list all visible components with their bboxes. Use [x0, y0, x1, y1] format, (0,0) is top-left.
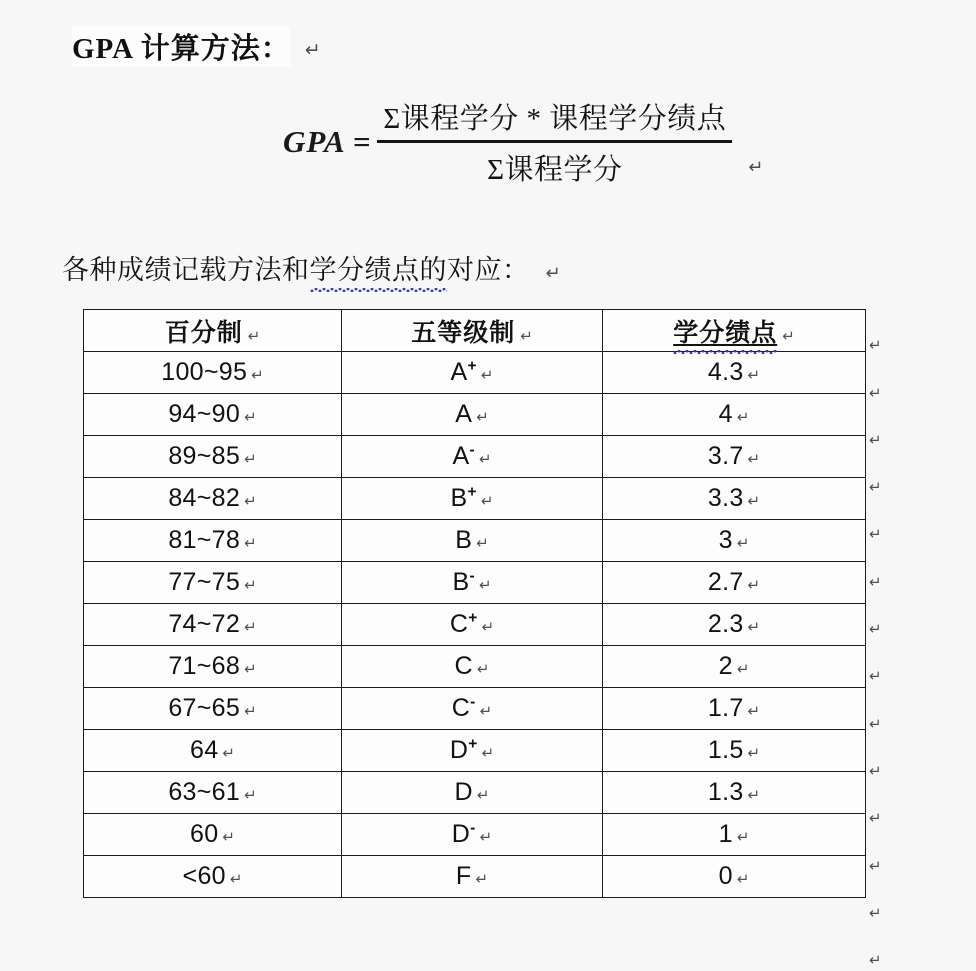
- grade-points-cell: [603, 436, 866, 478]
- cell-content: [451, 484, 494, 513]
- percent-range-cell: [84, 646, 342, 688]
- row-return-marks: [869, 309, 899, 971]
- letter-grade-value: A: [455, 400, 473, 428]
- letter-grade-modifier: -: [470, 693, 476, 711]
- grade-points-cell: [603, 520, 866, 562]
- return-mark-icon: ↵: [251, 366, 264, 384]
- return-mark-icon: ↵: [869, 620, 882, 639]
- percent-range-cell: [84, 814, 342, 856]
- percent-range-cell: [84, 772, 342, 814]
- cell-content: [168, 652, 256, 681]
- cell-content: [708, 610, 760, 639]
- letter-grade-modifier: +: [468, 609, 478, 627]
- cell-content: [183, 862, 243, 891]
- letter-grade-value: C+: [449, 609, 478, 638]
- return-mark-icon: ↵: [747, 492, 761, 510]
- gpa-formula: [283, 96, 763, 188]
- letter-grade-value: F: [455, 862, 472, 890]
- cell-content: [168, 400, 256, 429]
- return-mark-icon: ↵: [481, 744, 495, 762]
- cell-content: [708, 358, 760, 387]
- cell-content: [450, 736, 494, 765]
- cell-content: [450, 610, 494, 639]
- cell-content: [190, 820, 235, 849]
- cell-content: [708, 694, 760, 723]
- cell-content: [719, 820, 750, 849]
- percent-range-value: 71~68: [168, 652, 241, 680]
- cell-content: [452, 820, 492, 849]
- percent-range-cell: [84, 436, 342, 478]
- grade-points-value: 3.7: [707, 442, 744, 470]
- letter-grade-value: D: [454, 778, 473, 806]
- percent-range-cell: [84, 394, 342, 436]
- cell-content: [708, 442, 760, 471]
- return-mark-icon: ↵: [747, 618, 761, 636]
- table-row: [84, 478, 866, 520]
- return-mark-icon: ↵: [869, 903, 882, 922]
- percent-range-cell: [84, 562, 342, 604]
- cell-content: [168, 484, 256, 513]
- cell-content: [190, 736, 235, 765]
- grade-points-value: 1.3: [707, 778, 744, 806]
- cell-content: [455, 526, 489, 555]
- return-mark-icon: ↵: [222, 744, 235, 762]
- return-mark-icon: ↵: [869, 809, 882, 828]
- formula-fraction: [377, 96, 732, 188]
- grade-points-cell: [603, 688, 866, 730]
- cell-content: [168, 568, 256, 597]
- percent-range-value: 84~82: [168, 484, 241, 512]
- table-header-label: 学分绩点: [673, 313, 777, 349]
- letter-grade-value: A-: [452, 441, 475, 470]
- table-row: [84, 646, 866, 688]
- percent-range-value: 74~72: [168, 610, 241, 638]
- return-mark-icon: ↵: [475, 870, 489, 888]
- grade-points-value: 1: [718, 820, 733, 848]
- return-mark-icon: ↵: [869, 430, 882, 449]
- return-mark-icon: ↵: [244, 618, 257, 636]
- return-mark-icon: ↵: [244, 660, 257, 678]
- percent-range-cell: [84, 688, 342, 730]
- grade-points-value: 2.7: [707, 568, 744, 596]
- letter-grade-cell: [342, 856, 603, 898]
- cell-content: [719, 526, 750, 555]
- letter-grade-cell: [342, 772, 603, 814]
- return-mark-icon: ↵: [869, 336, 882, 355]
- table-header-cell-2: [342, 310, 603, 352]
- cell-content: [165, 313, 261, 349]
- return-mark-icon: ↵: [244, 534, 257, 552]
- letter-grade-modifier: -: [470, 819, 476, 837]
- percent-range-value: 67~65: [168, 694, 241, 722]
- return-mark-icon: ↵: [545, 263, 561, 284]
- return-mark-icon: ↵: [747, 366, 761, 384]
- grade-conversion-table-container: [83, 309, 865, 898]
- table-row: [84, 562, 866, 604]
- letter-grade-cell: [342, 814, 603, 856]
- return-mark-icon: ↵: [736, 408, 750, 426]
- letter-grade-cell: [342, 562, 603, 604]
- grade-points-value: 0: [718, 862, 733, 890]
- letter-grade-cell: [342, 604, 603, 646]
- formula-numerator: Σ课程学分 * 课程学分绩点: [383, 103, 727, 135]
- grade-points-cell: [603, 730, 866, 772]
- cell-content: [719, 652, 750, 681]
- return-mark-icon: ↵: [736, 534, 750, 552]
- cell-content: [708, 568, 760, 597]
- grade-conversion-table: [83, 309, 866, 898]
- return-mark-icon: ↵: [869, 478, 882, 497]
- grade-points-value: 4.3: [707, 358, 744, 386]
- return-mark-icon: ↵: [480, 366, 494, 384]
- table-header-cell-3: [603, 310, 866, 352]
- letter-grade-value: B-: [452, 567, 475, 596]
- cell-content: [673, 313, 795, 349]
- return-mark-icon: ↵: [736, 828, 750, 846]
- table-row: [84, 352, 866, 394]
- percent-range-value: 63~61: [168, 778, 241, 806]
- return-mark-icon: ↵: [478, 450, 492, 468]
- return-mark-icon: ↵: [244, 492, 257, 510]
- grade-points-value: 4: [718, 400, 733, 428]
- cell-content: [168, 526, 256, 555]
- return-mark-icon: ↵: [479, 702, 493, 720]
- percent-range-cell: [84, 520, 342, 562]
- cell-content: [708, 484, 760, 513]
- letter-grade-value: D+: [449, 735, 478, 764]
- subtitle-suffix-text: 对应：: [447, 255, 530, 285]
- table-row: [84, 772, 866, 814]
- return-mark-icon: ↵: [869, 856, 882, 875]
- return-mark-icon: ↵: [747, 450, 761, 468]
- grade-points-cell: [603, 814, 866, 856]
- percent-range-cell: [84, 604, 342, 646]
- return-mark-icon: ↵: [222, 828, 235, 846]
- return-mark-icon: ↵: [736, 660, 750, 678]
- return-mark-icon: ↵: [247, 326, 261, 345]
- percent-range-value: 94~90: [168, 400, 241, 428]
- table-header-cell-1: [84, 310, 342, 352]
- letter-grade-modifier: +: [468, 735, 478, 753]
- cell-content: [455, 778, 490, 807]
- percent-range-cell: [84, 730, 342, 772]
- return-mark-icon: ↵: [869, 714, 882, 733]
- table-row: [84, 730, 866, 772]
- return-mark-icon: ↵: [520, 326, 533, 345]
- letter-grade-value: B: [455, 526, 473, 554]
- grade-points-cell: [603, 562, 866, 604]
- cell-content: [168, 778, 256, 807]
- letter-grade-modifier: +: [467, 483, 477, 501]
- return-mark-icon: ↵: [747, 744, 761, 762]
- letter-grade-modifier: -: [469, 441, 475, 459]
- return-mark-icon: ↵: [747, 702, 761, 720]
- page-title-text: GPA 计算方法：: [72, 26, 291, 67]
- cell-content: [719, 400, 750, 429]
- cell-content: [456, 862, 488, 891]
- subtitle-spellcheck-text: 学分绩点的: [310, 248, 448, 287]
- return-mark-icon: ↵: [244, 450, 257, 468]
- table-row: [84, 856, 866, 898]
- grade-points-cell: [603, 856, 866, 898]
- grade-points-value: 1.7: [707, 694, 744, 722]
- return-mark-icon: ↵: [476, 408, 489, 426]
- return-mark-icon: ↵: [244, 408, 257, 426]
- return-mark-icon: ↵: [869, 525, 882, 544]
- cell-content: [411, 313, 533, 349]
- cell-content: [452, 568, 491, 597]
- cell-content: [708, 778, 760, 807]
- return-mark-icon: ↵: [481, 618, 495, 636]
- cell-content: [719, 862, 750, 891]
- cell-content: [455, 400, 489, 429]
- letter-grade-cell: [342, 478, 603, 520]
- return-mark-icon: ↵: [244, 576, 257, 594]
- return-mark-icon: ↵: [244, 702, 257, 720]
- section-subtitle: [62, 248, 561, 287]
- grade-points-cell: [603, 478, 866, 520]
- grade-points-cell: [603, 604, 866, 646]
- grade-points-value: 2: [718, 652, 733, 680]
- return-mark-icon: ↵: [244, 786, 257, 804]
- return-mark-icon: ↵: [869, 951, 882, 970]
- return-mark-icon: ↵: [304, 39, 321, 61]
- table-header-label: 百分制: [164, 319, 243, 347]
- grade-points-cell: [603, 772, 866, 814]
- table-row: [84, 814, 866, 856]
- grade-points-value: 3.3: [707, 484, 744, 512]
- letter-grade-cell: [342, 688, 603, 730]
- percent-range-cell: [84, 478, 342, 520]
- table-row: [84, 436, 866, 478]
- letter-grade-cell: [342, 520, 603, 562]
- return-mark-icon: ↵: [736, 870, 750, 888]
- percent-range-value: 64: [190, 736, 219, 764]
- return-mark-icon: ↵: [869, 572, 882, 591]
- letter-grade-value: C-: [451, 693, 476, 722]
- page-title: [72, 26, 321, 67]
- return-mark-icon: ↵: [476, 786, 490, 804]
- return-mark-icon: ↵: [869, 383, 882, 402]
- table-row: [84, 520, 866, 562]
- table-row: [84, 688, 866, 730]
- return-mark-icon: ↵: [782, 326, 795, 345]
- letter-grade-modifier: +: [467, 357, 477, 375]
- return-mark-icon: ↵: [476, 534, 489, 552]
- letter-grade-cell: [342, 352, 603, 394]
- return-mark-icon: ↵: [480, 492, 494, 510]
- percent-range-value: 77~75: [168, 568, 241, 596]
- table-header-row: [84, 310, 866, 352]
- table-row: [84, 604, 866, 646]
- return-mark-icon: ↵: [229, 870, 243, 888]
- cell-content: [455, 652, 490, 681]
- letter-grade-cell: [342, 394, 603, 436]
- grade-points-value: 1.5: [707, 736, 744, 764]
- grade-points-cell: [603, 646, 866, 688]
- letter-grade-value: A+: [450, 357, 477, 386]
- cell-content: [168, 610, 256, 639]
- cell-content: [452, 694, 492, 723]
- table-header-label: 五等级制: [411, 319, 516, 347]
- return-mark-icon: ↵: [478, 576, 492, 594]
- formula-left-side: GPA =: [283, 124, 372, 159]
- letter-grade-value: C: [454, 652, 473, 680]
- return-mark-icon: ↵: [476, 660, 490, 678]
- grade-points-value: 3: [718, 526, 733, 554]
- subtitle-prefix-text: 各种成绩记载方法和: [62, 255, 310, 285]
- return-mark-icon: ↵: [748, 157, 764, 178]
- grade-points-cell: [603, 394, 866, 436]
- letter-grade-cell: [342, 646, 603, 688]
- cell-content: [168, 694, 256, 723]
- formula-denominator: Σ课程学分: [487, 154, 623, 186]
- cell-content: [451, 358, 494, 387]
- percent-range-value: 60: [190, 820, 219, 848]
- return-mark-icon: ↵: [479, 828, 493, 846]
- letter-grade-modifier: -: [469, 567, 475, 585]
- grade-points-value: 2.3: [707, 610, 744, 638]
- return-mark-icon: ↵: [747, 786, 761, 804]
- letter-grade-cell: [342, 436, 603, 478]
- letter-grade-value: D-: [451, 819, 476, 848]
- return-mark-icon: ↵: [869, 667, 882, 686]
- letter-grade-value: B+: [450, 483, 477, 512]
- percent-range-value: 100~95: [161, 358, 248, 386]
- percent-range-value: 89~85: [168, 442, 241, 470]
- percent-range-cell: [84, 352, 342, 394]
- percent-range-value: <60: [182, 862, 226, 890]
- percent-range-value: 81~78: [168, 526, 241, 554]
- return-mark-icon: ↵: [869, 761, 882, 780]
- grade-points-cell: [603, 352, 866, 394]
- cell-content: [708, 736, 760, 765]
- letter-grade-cell: [342, 730, 603, 772]
- cell-content: [168, 442, 256, 471]
- table-row: [84, 394, 866, 436]
- percent-range-cell: [84, 856, 342, 898]
- cell-content: [161, 358, 264, 387]
- cell-content: [452, 442, 491, 471]
- return-mark-icon: ↵: [747, 576, 761, 594]
